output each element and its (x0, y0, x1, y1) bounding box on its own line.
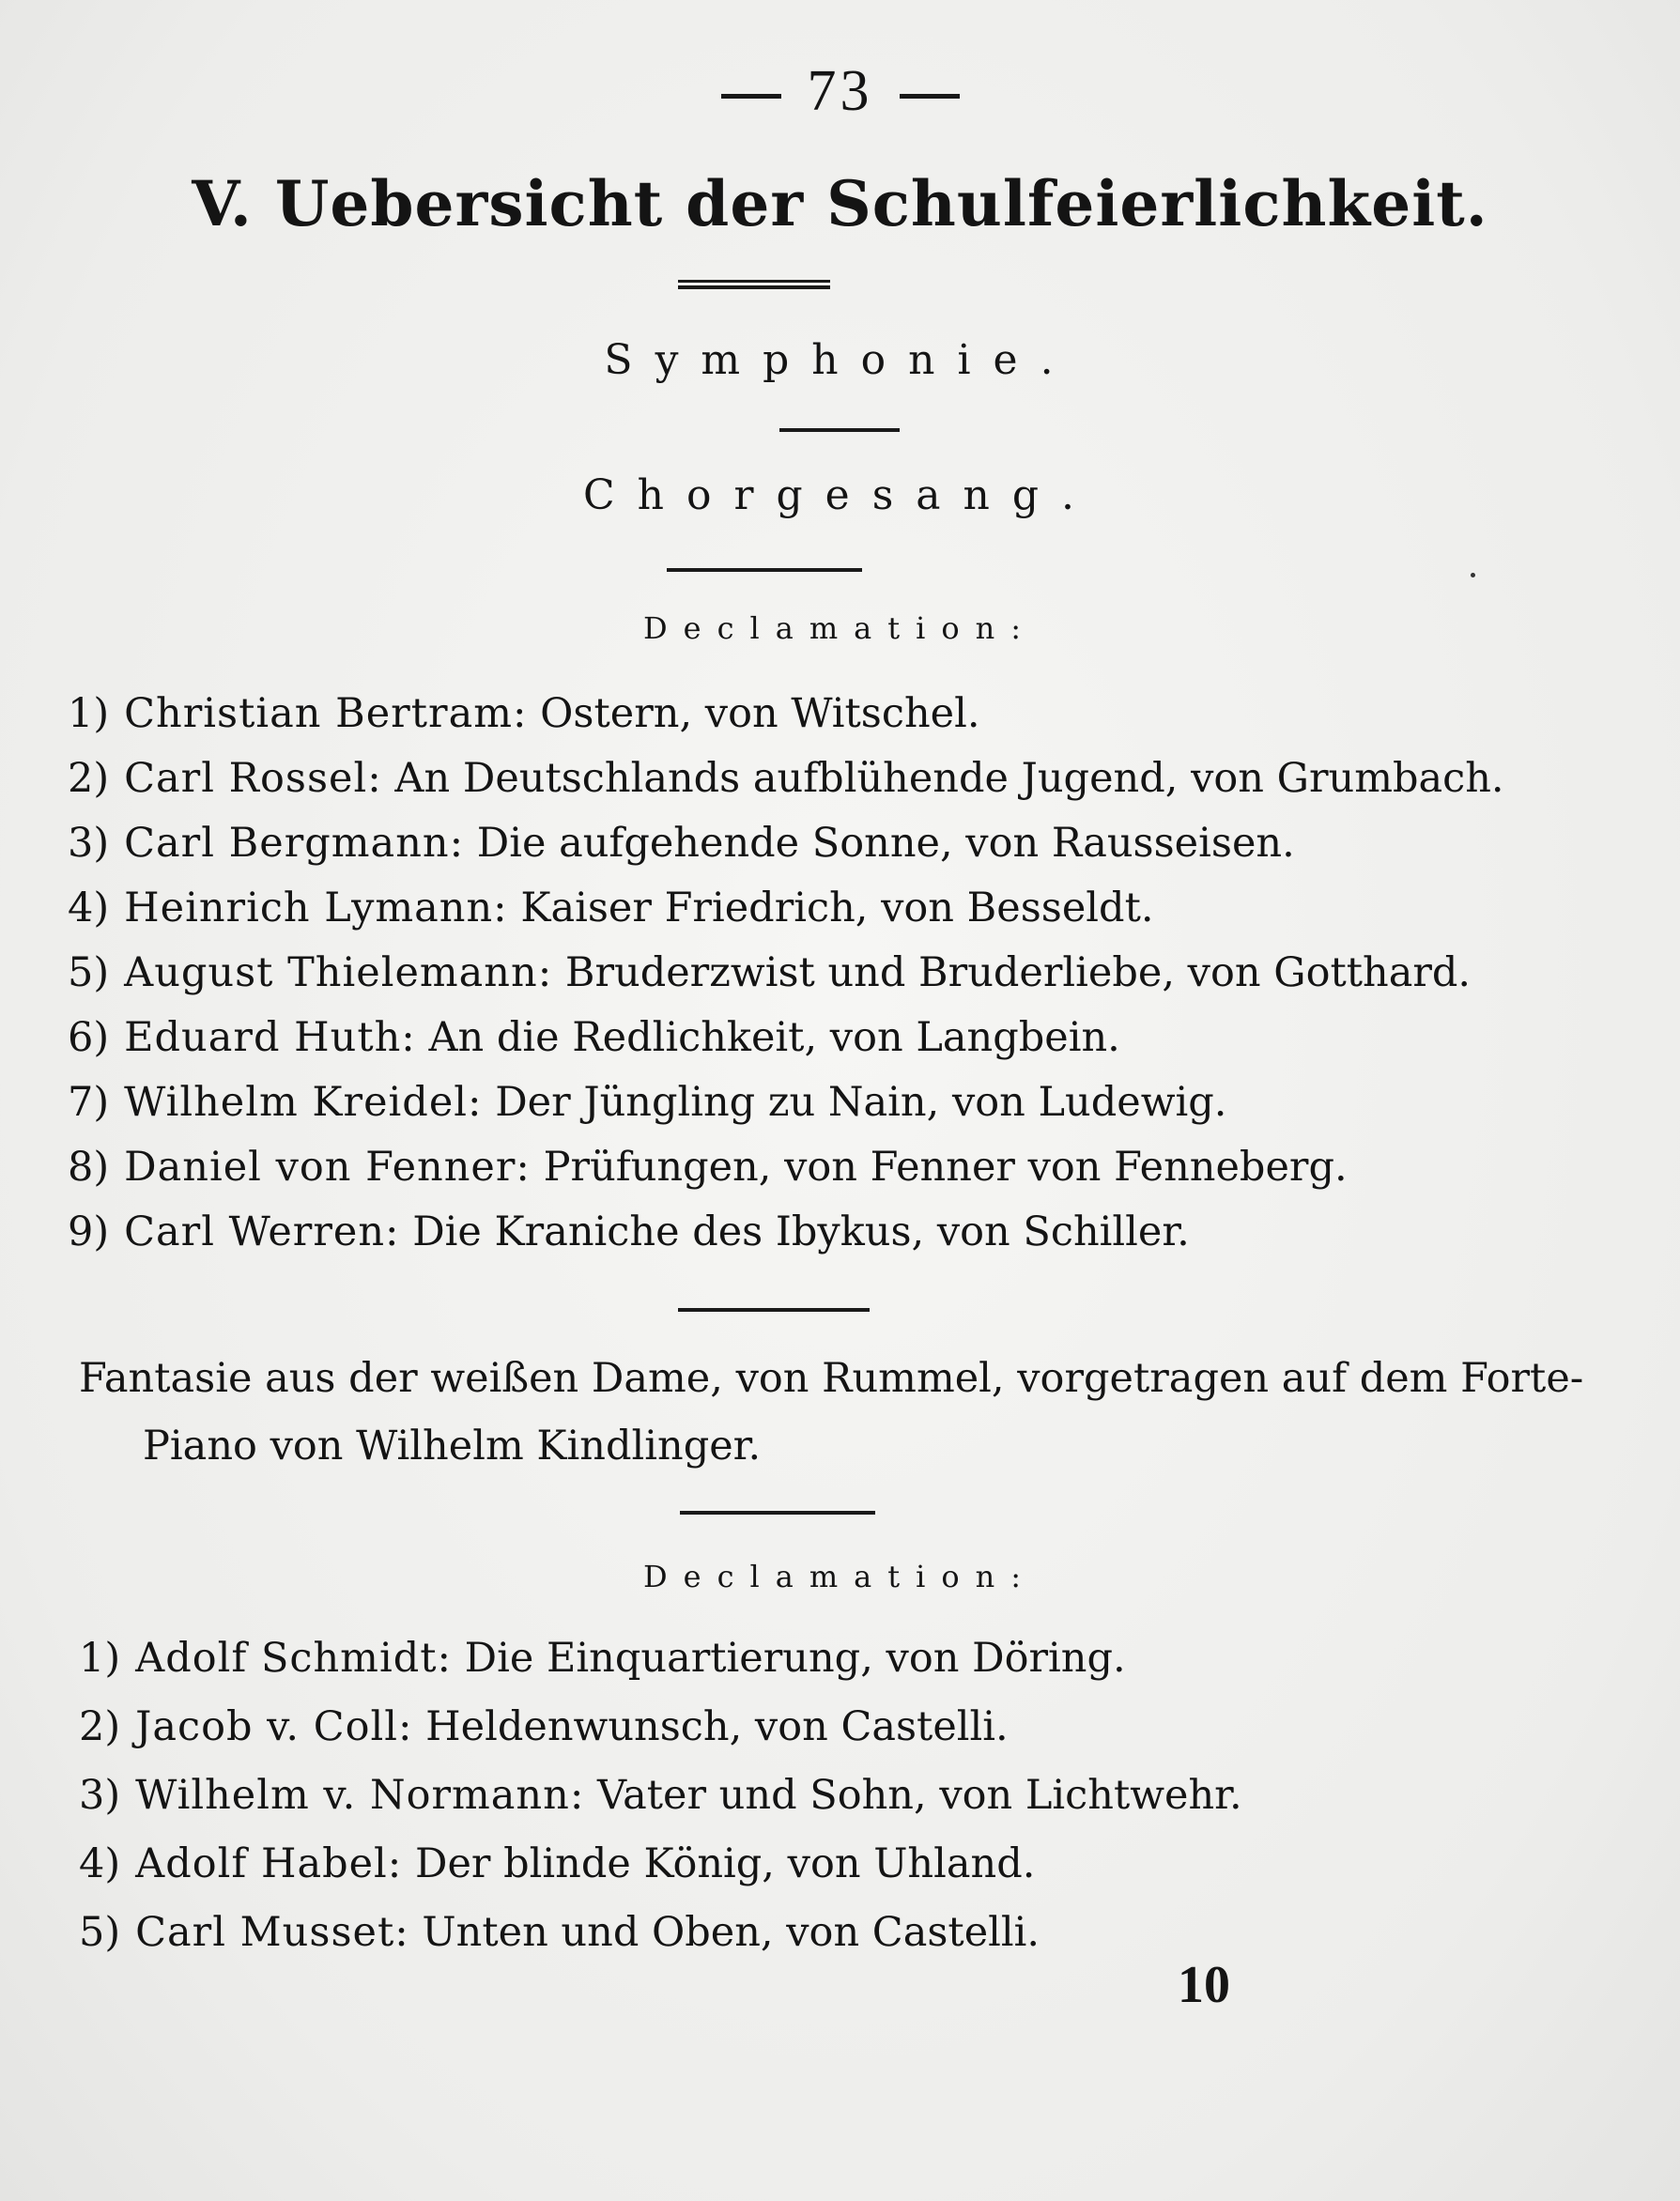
divider-2 (667, 568, 862, 572)
performer-name: Daniel von Fenner: (124, 1144, 531, 1191)
list-item (68, 746, 1504, 811)
performer-name: Wilhelm Kreidel: (124, 1079, 483, 1126)
declamation-list-1 (68, 682, 1504, 1265)
performer-name: Carl Bergmann: (124, 820, 465, 867)
performer-name: Heinrich Lymann: (124, 885, 508, 931)
item-number: 8) (68, 1144, 110, 1191)
divider-1 (779, 428, 900, 432)
item-number: 3) (68, 820, 110, 867)
list-item (68, 1200, 1476, 1265)
list-item (68, 682, 1476, 746)
work-title: An Deutschlands aufblühende Jugend, von Grumbach. (394, 755, 1504, 802)
list-item (68, 811, 1476, 876)
page-number (0, 58, 1680, 125)
work-title: Die aufgehende Sonne, von Rausseisen. (476, 820, 1295, 867)
work-title: Unten und Oben, von Castelli. (422, 1909, 1040, 1956)
list-item (79, 1693, 1487, 1762)
performer-name: Adolf Habel: (135, 1840, 403, 1887)
performer-name: Carl Rossel: (124, 755, 382, 802)
work-title: Die Einquartierung, von Döring. (464, 1635, 1126, 1682)
list-item (68, 941, 1476, 1006)
declamation-list-2 (79, 1624, 1487, 1967)
list-item (79, 1762, 1487, 1830)
performer-name: Carl Musset: (135, 1909, 409, 1956)
list-item (68, 1135, 1476, 1200)
fantasie-paragraph (79, 1345, 1619, 1480)
performer-name: Jacob v. Coll: (135, 1703, 413, 1750)
work-title: Der blinde König, von Uhland. (414, 1840, 1036, 1887)
ink-speck (1471, 573, 1475, 577)
declamation-heading-2: Declamation: (643, 1559, 1037, 1594)
item-number: 2) (79, 1703, 121, 1750)
item-number: 4) (79, 1840, 121, 1887)
item-number: 4) (68, 885, 110, 931)
item-number: 1) (79, 1635, 121, 1682)
list-item (79, 1899, 1487, 1967)
symphonie-heading: Symphonie. (604, 336, 1076, 384)
item-number: 5) (68, 949, 110, 996)
work-title: An die Redlichkeit, von Langbein. (428, 1014, 1120, 1061)
chorgesang-heading: Chorgesang. (582, 471, 1098, 519)
item-number: 2) (68, 755, 110, 802)
declamation-heading-1: Declamation: (643, 610, 1037, 646)
fantasie-line-1: Fantasie aus der weißen Dame, von Rummel, vorgetragen auf dem Forte- (79, 1355, 1584, 1402)
item-number: 6) (68, 1014, 110, 1061)
item-number: 9) (68, 1208, 110, 1255)
work-title: Die Kraniche des Ibykus, von Schiller. (412, 1208, 1190, 1255)
title-double-rule (678, 280, 830, 289)
divider-4 (680, 1511, 875, 1515)
performer-name: Christian Bertram: (124, 690, 528, 737)
performer-name: Wilhelm v. Normann: (135, 1772, 585, 1819)
section-title: V. Uebersicht der Schulfeierlichkeit. (192, 167, 1488, 240)
dash-right (900, 94, 960, 99)
performer-name: Adolf Schmidt: (135, 1635, 452, 1682)
work-title: Prüfungen, von Fenner von Fenneberg. (543, 1144, 1348, 1191)
list-item (68, 1070, 1476, 1135)
work-title: Ostern, von Witschel. (540, 690, 980, 737)
performer-name: August Thielemann: (124, 949, 553, 996)
signature-mark: 10 (1178, 1956, 1230, 2014)
list-item (79, 1830, 1487, 1899)
list-item (79, 1624, 1487, 1693)
fantasie-line-2: Piano von Wilhelm Kindlinger. (143, 1423, 762, 1470)
item-number: 7) (68, 1079, 110, 1126)
item-number: 1) (68, 690, 110, 737)
item-number: 3) (79, 1772, 121, 1819)
work-title: Vater und Sohn, von Lichtwehr. (596, 1772, 1242, 1819)
performer-name: Carl Werren: (124, 1208, 400, 1255)
list-item (68, 1006, 1476, 1070)
item-number: 5) (79, 1909, 121, 1956)
divider-3 (678, 1308, 870, 1312)
dash-left (721, 94, 781, 99)
work-title: Bruderzwist und Bruderliebe, von Gotthard. (564, 949, 1472, 996)
work-title: Der Jüngling zu Nain, von Ludewig. (495, 1079, 1227, 1126)
work-title: Heldenwunsch, von Castelli. (425, 1703, 1009, 1750)
performer-name: Eduard Huth: (124, 1014, 416, 1061)
list-item (68, 876, 1476, 941)
page-number-text: 73 (807, 59, 873, 123)
work-title: Kaiser Friedrich, von Besseldt. (520, 885, 1154, 931)
